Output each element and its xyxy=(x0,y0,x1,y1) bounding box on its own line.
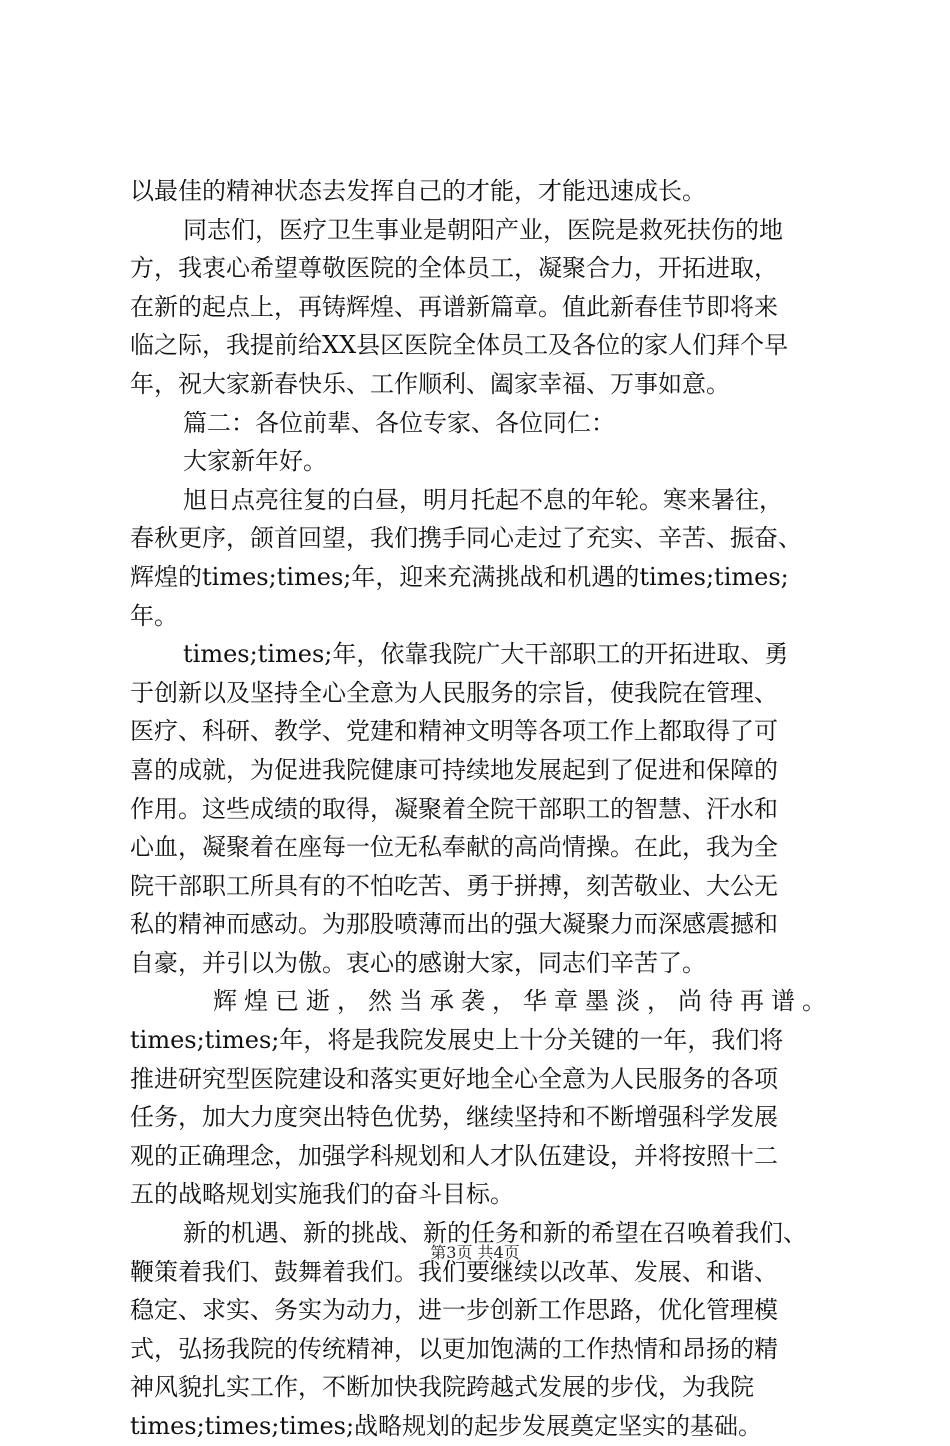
text-line: 春秋更序，颌首回望，我们携手同心走过了充实、辛苦、振奋、 xyxy=(130,524,802,553)
paragraph-start-line: times;times;年，依靠我院广大干部职工的开拓进取、勇 xyxy=(183,640,789,669)
text-line: 在新的起点上，再铸辉煌、再谱新篇章。值此新春佳节即将来 xyxy=(130,292,778,321)
text-line: 私的精神而感动。为那股喷薄而出的强大凝聚力而深感震撼和 xyxy=(130,910,778,939)
text-line: 鞭策着我们、鼓舞着我们。我们要继续以改革、发展、和谐、 xyxy=(130,1257,778,1286)
text-line: 观的正确理念，加强学科规划和人才队伍建设，并将按照十二 xyxy=(130,1141,778,1170)
paragraph-start-line: 旭日点亮往复的白昼，明月托起不息的年轮。寒来暑往， xyxy=(183,485,783,514)
text-line: 稳定、求实、务实为动力，进一步创新工作思路，优化管理模 xyxy=(130,1296,778,1325)
text-line: 院干部职工所具有的不怕吃苦、勇于拼搏，刻苦敬业、大公无 xyxy=(130,871,778,900)
text-line: times;times;times;战略规划的起步发展奠定坚实的基础。 xyxy=(130,1412,763,1440)
text-line: 五的战略规划实施我们的奋斗目标。 xyxy=(130,1180,514,1209)
text-line: 以最佳的精神状态去发挥自己的才能，才能迅速成长。 xyxy=(130,177,706,205)
text-line: 作用。这些成绩的取得，凝聚着全院干部职工的智慧、汗水和 xyxy=(130,794,778,823)
text-line: 医疗、科研、教学、党建和精神文明等各项工作上都取得了可 xyxy=(130,717,778,746)
text-line: times;times;年，将是我院发展史上十分关键的一年，我们将 xyxy=(130,1026,784,1055)
text-line: 年，祝大家新春快乐、工作顺利、阖家幸福、万事如意。 xyxy=(130,369,730,398)
text-line: 任务，加大力度突出特色优势，继续坚持和不断增强科学发展 xyxy=(130,1103,778,1132)
text-line: 神风貌扎实工作，不断加快我院跨越式发展的步伐，为我院 xyxy=(130,1373,754,1402)
greeting-line: 大家新年好。 xyxy=(183,447,327,476)
text-line: 方，我衷心希望尊敬医院的全体员工，凝聚合力，开拓进取， xyxy=(130,254,778,283)
text-line: 年。 xyxy=(130,601,178,630)
text-line: 推进研究型医院建设和落实更好地全心全意为人民服务的各项 xyxy=(130,1064,778,1093)
page-number-footer: 第3页 共4页 xyxy=(430,1243,520,1262)
text-line: 临之际，我提前给XX县区医院全体员工及各位的家人们拜个早 xyxy=(130,331,789,360)
paragraph-start-line: 新的机遇、新的挑战、新的任务和新的希望在召唤着我们、 xyxy=(183,1219,807,1248)
paragraph-start-line: 同志们，医疗卫生事业是朝阳产业，医院是救死扶伤的地 xyxy=(183,215,783,244)
text-line: 心血，凝聚着在座每一位无私奉献的高尚情操。在此，我为全 xyxy=(130,833,778,862)
text-line: 自豪，并引以为傲。衷心的感谢大家，同志们辛苦了。 xyxy=(130,948,706,977)
text-line: 于创新以及坚持全心全意为人民服务的宗旨，使我院在管理、 xyxy=(130,678,778,707)
text-line: 式，弘扬我院的传统精神，以更加饱满的工作热情和昂扬的精 xyxy=(130,1334,778,1363)
text-line: 辉煌的times;times;年，迎来充满挑战和机遇的times;times; xyxy=(130,562,789,591)
paragraph-start-line: 辉煌已逝，然当承袭，华章墨淡，尚待再谱。 xyxy=(213,987,833,1016)
text-line: 喜的成就，为促进我院健康可持续地发展起到了促进和保障的 xyxy=(130,755,778,784)
section-heading-line: 篇二：各位前辈、各位专家、各位同仁： xyxy=(183,408,615,437)
